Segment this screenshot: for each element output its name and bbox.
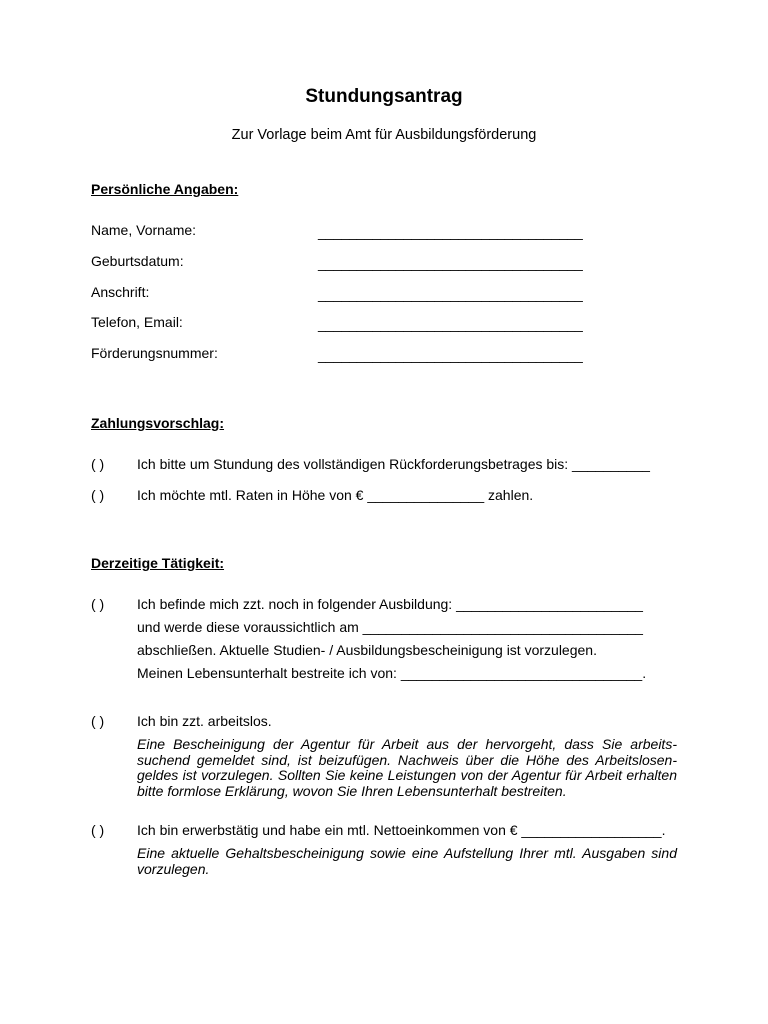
option-text-training-line1: Ich befinde mich zzt. noch in folgender Ausbildung: ________________________	[137, 596, 643, 612]
note-employed: Eine aktuelle Gehaltsbescheinigung sowie eine Aufstellung Ihrer mtl. Ausgaben sind vorzulegen.	[137, 845, 677, 877]
checkbox-installments[interactable]: ( )	[91, 487, 105, 503]
field-label-funding-number: Förderungsnummer:	[91, 345, 218, 361]
checkbox-deferral[interactable]: ( )	[91, 456, 105, 472]
field-blank-birthdate[interactable]: __________________________________	[318, 255, 583, 271]
checkbox-unemployed[interactable]: ( )	[91, 713, 105, 729]
section-heading-activity: Derzeitige Tätigkeit:	[91, 555, 225, 571]
option-text-unemployed: Ich bin zzt. arbeitslos.	[137, 713, 272, 729]
field-label-birthdate: Geburtsdatum:	[91, 253, 184, 269]
field-blank-name[interactable]: __________________________________	[318, 224, 583, 240]
option-text-training-line2: und werde diese voraussichtlich am ____________________________________	[137, 619, 643, 635]
option-text-installments: Ich möchte mtl. Raten in Höhe von € _______________ zahlen.	[137, 487, 534, 503]
document-subtitle: Zur Vorlage beim Amt für Ausbildungsförderung	[231, 127, 537, 143]
field-label-address: Anschrift:	[91, 284, 150, 300]
section-heading-personal: Persönliche Angaben:	[91, 181, 239, 197]
field-blank-address[interactable]: __________________________________	[318, 286, 583, 302]
checkbox-training[interactable]: ( )	[91, 596, 105, 612]
field-label-contact: Telefon, Email:	[91, 314, 183, 330]
option-text-training-line4: Meinen Lebensunterhalt bestreite ich von: _______________________________.	[137, 665, 647, 681]
field-blank-funding-number[interactable]: __________________________________	[318, 347, 583, 363]
option-text-deferral: Ich bitte um Stundung des vollständigen Rückforderungsbetrages bis: __________	[137, 456, 650, 472]
note-unemployed: Eine Bescheinigung der Agentur für Arbeit aus der hervorgeht, dass Sie arbeits-suchend gemeldet sind, ist beizufügen. Nachweis über die Höhe des Arbeitslosen-geldes ist vorzulegen. Sollten Sie keine Leistungen von der Agentur für Arbeit erhalten bitte formlose Erklärung, wovon Sie Ihren Lebensunterhalt bestreiten.	[137, 736, 677, 799]
checkbox-employed[interactable]: ( )	[91, 822, 105, 838]
field-blank-contact[interactable]: __________________________________	[318, 316, 583, 332]
option-text-training-line3: abschließen. Aktuelle Studien- / Ausbildungsbescheinigung ist vorzulegen.	[137, 642, 597, 658]
field-label-name: Name, Vorname:	[91, 222, 197, 238]
section-heading-payment: Zahlungsvorschlag:	[91, 415, 225, 431]
document-title: Stundungsantrag	[305, 86, 463, 107]
option-text-employed: Ich bin erwerbstätig und habe ein mtl. Nettoeinkommen von € __________________.	[137, 822, 666, 838]
